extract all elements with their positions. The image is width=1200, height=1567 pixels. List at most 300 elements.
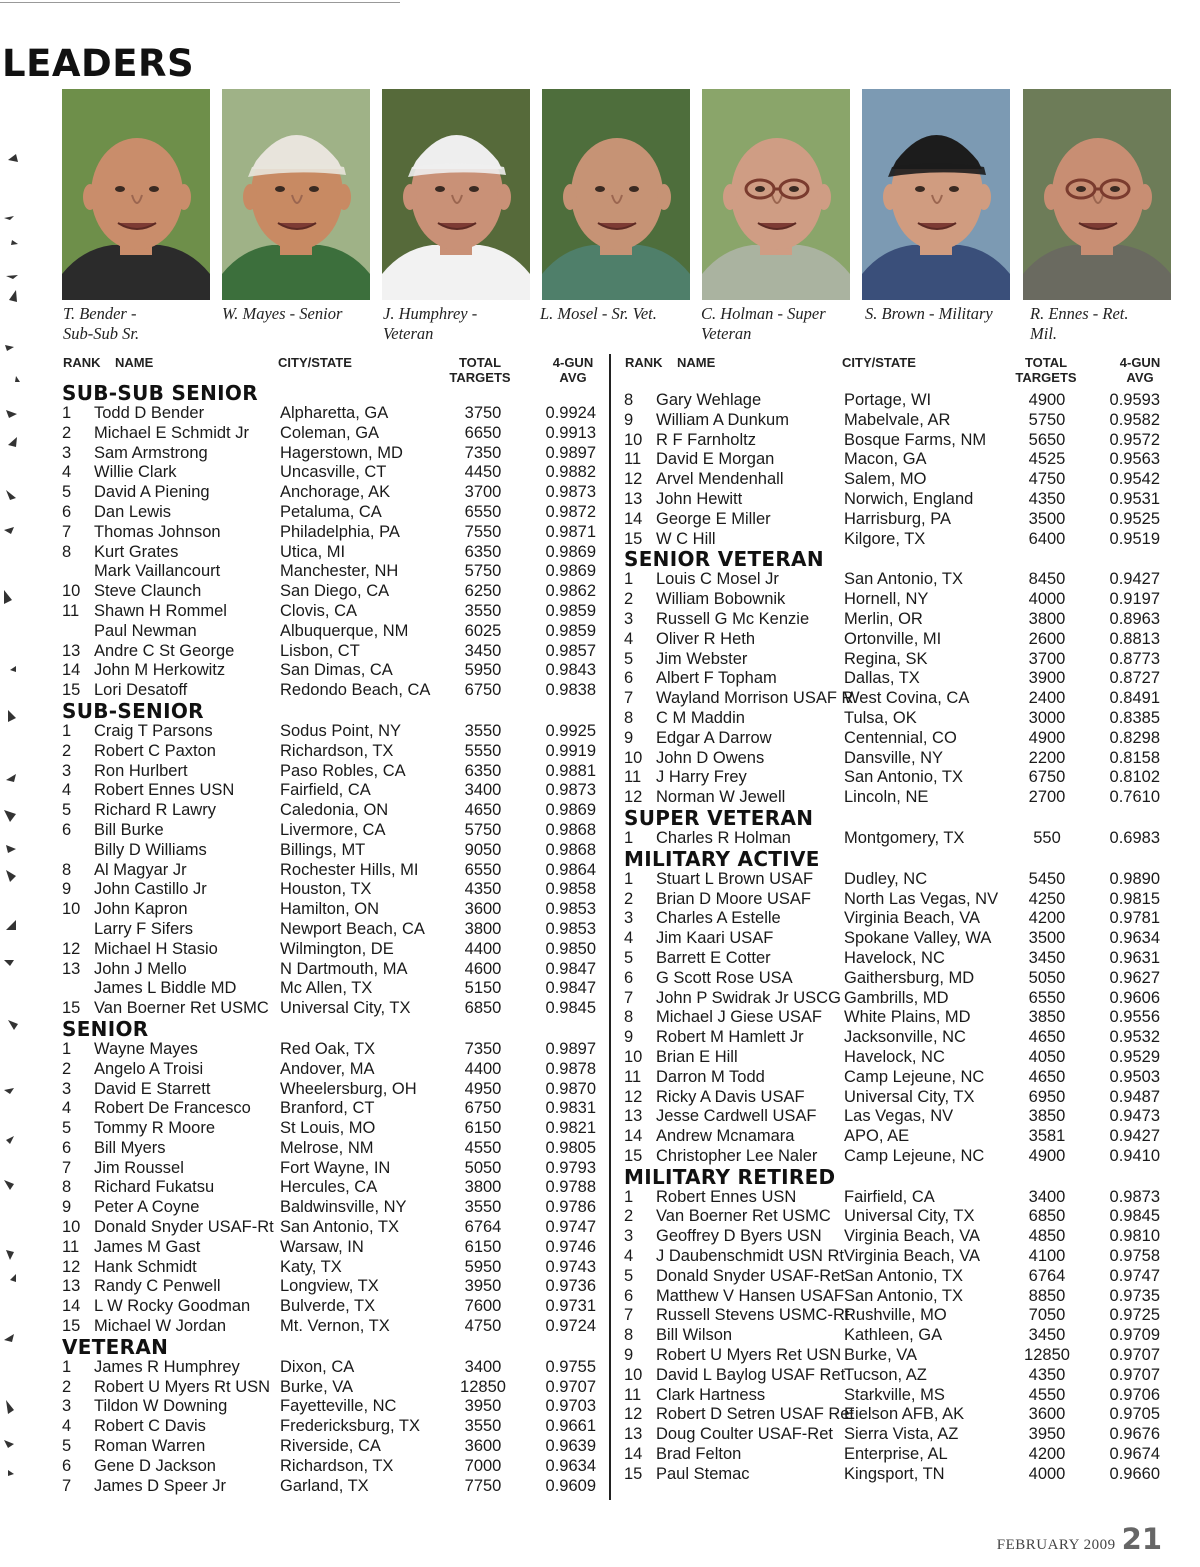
rank-cell: 11 [624, 1385, 642, 1404]
avg-cell: 0.9503 [1109, 1067, 1160, 1086]
targets-cell: 4900 [1028, 1146, 1066, 1165]
targets-cell: 3700 [464, 483, 502, 502]
rank-cell: 15 [62, 1317, 81, 1336]
leader-row [62, 821, 602, 841]
targets-cell: 6750 [464, 1099, 502, 1118]
leader-row [62, 444, 602, 464]
city-cell: Paso Robles, CA [280, 761, 406, 780]
rank-cell: 1 [62, 1357, 72, 1376]
leader-photo [862, 89, 1010, 300]
leader-row [624, 630, 1164, 650]
city-cell: Gaithersburg, MD [844, 968, 975, 987]
leader-row [624, 749, 1164, 769]
targets-cell: 4750 [464, 1317, 502, 1336]
city-cell: Enterprise, AL [844, 1445, 948, 1464]
header-rank-right: RANK [625, 355, 663, 370]
name-cell: John J Mello [94, 959, 187, 978]
name-cell: Arvel Mendenhall [656, 470, 784, 489]
avg-cell: 0.9786 [545, 1198, 596, 1217]
targets-cell: 3450 [1028, 948, 1066, 967]
header-city-left: CITY/STATE [278, 355, 352, 370]
name-cell: Gary Wehlage [656, 391, 762, 409]
city-cell: Wilmington, DE [280, 939, 394, 958]
targets-cell: 3850 [1028, 1008, 1066, 1027]
section-heading [624, 846, 1164, 871]
name-cell: J Daubenschmidt USN Rt [656, 1247, 844, 1266]
name-cell: Todd D Bender [94, 404, 205, 422]
name-cell: Richard Fukatsu [94, 1178, 215, 1197]
city-cell: Riverside, CA [280, 1437, 381, 1456]
photo-caption-line: Sub-Sub Sr. [63, 324, 140, 343]
rank-cell: 9 [62, 880, 72, 899]
footer-month: FEBRUARY 2009 [996, 1537, 1116, 1553]
leader-row [62, 781, 602, 801]
rank-cell: 9 [624, 1346, 634, 1365]
avg-cell: 0.9606 [1109, 988, 1160, 1007]
targets-cell: 6250 [464, 582, 502, 601]
leader-row [624, 1107, 1164, 1127]
rank-cell: 5 [624, 649, 634, 668]
rank-cell: 8 [624, 1326, 634, 1345]
targets-cell: 5550 [464, 741, 502, 760]
rank-cell: 11 [624, 450, 642, 469]
section-heading [624, 805, 1164, 830]
name-cell: Michael E Schmidt Jr [94, 423, 249, 442]
city-cell: Dudley, NC [844, 869, 928, 888]
targets-cell: 6025 [464, 621, 502, 640]
page-number: 21 [1121, 1522, 1162, 1556]
name-cell: Edgar A Darrow [656, 728, 772, 747]
name-cell: Angelo A Troisi [94, 1059, 204, 1078]
section-heading [624, 1164, 1164, 1189]
rank-cell: 12 [624, 1087, 643, 1106]
rank-cell: 12 [624, 788, 643, 807]
leader-row [62, 861, 602, 881]
header-rank-left: RANK [63, 355, 101, 370]
leader-row [62, 940, 602, 960]
targets-cell: 6150 [464, 1119, 502, 1138]
rank-cell: 8 [62, 542, 72, 561]
city-cell: Fredericksburg, TX [280, 1417, 420, 1436]
city-cell: Montgomery, TX [844, 828, 965, 847]
name-cell: Craig T Parsons [94, 721, 213, 740]
name-cell: Richard R Lawry [94, 801, 216, 820]
targets-cell: 3550 [464, 601, 502, 620]
name-cell: Steve Claunch [94, 582, 202, 601]
leader-row [624, 650, 1164, 670]
avg-cell: 0.8727 [1109, 669, 1160, 688]
name-cell: Geoffrey D Byers USN [656, 1227, 822, 1246]
city-cell: Hagerstown, MD [280, 443, 403, 462]
city-cell: Hamilton, ON [280, 900, 380, 919]
rank-cell: 4 [624, 629, 634, 648]
avg-cell: 0.9838 [545, 681, 596, 700]
rank-cell: 10 [624, 1365, 643, 1384]
avg-cell: 0.9563 [1109, 450, 1160, 469]
avg-cell: 0.9857 [545, 641, 596, 660]
targets-cell: 4525 [1028, 450, 1066, 469]
targets-cell: 4950 [464, 1079, 502, 1098]
photo-caption [383, 304, 543, 344]
targets-cell: 6550 [464, 502, 502, 521]
city-cell: Lisbon, CT [280, 641, 360, 660]
name-cell: R F Farnholtz [656, 430, 756, 449]
targets-cell: 7600 [464, 1297, 502, 1316]
rank-cell: 4 [624, 1247, 634, 1266]
rank-cell: 15 [62, 681, 81, 700]
targets-cell: 2600 [1028, 629, 1066, 648]
name-cell: Robert D Setren USAF Ret [656, 1405, 855, 1424]
targets-cell: 5750 [1028, 410, 1066, 429]
targets-cell: 4200 [1028, 1445, 1066, 1464]
rank-cell: 6 [624, 669, 634, 688]
rank-cell: 2 [624, 590, 634, 609]
rank-cell: 13 [62, 641, 81, 660]
avg-cell: 0.9810 [1109, 1227, 1160, 1246]
city-cell: Red Oak, TX [280, 1039, 376, 1058]
name-cell: Brad Felton [656, 1445, 742, 1464]
header-name-right: NAME [677, 355, 716, 370]
leader-row [624, 669, 1164, 689]
city-cell: Merlin, OR [844, 609, 923, 628]
targets-cell: 4250 [1028, 889, 1066, 908]
leader-row [624, 391, 1164, 411]
avg-cell: 0.9631 [1109, 948, 1160, 967]
city-cell: North Las Vegas, NV [844, 889, 999, 908]
city-cell: San Diego, CA [280, 582, 390, 601]
avg-cell: 0.9487 [1109, 1087, 1160, 1106]
leader-row [62, 523, 602, 543]
city-cell: Hercules, CA [280, 1178, 378, 1197]
name-cell: Darron M Todd [656, 1067, 765, 1086]
name-cell: Roman Warren [94, 1437, 206, 1456]
header-total-line2: TARGETS [449, 370, 511, 385]
avg-cell: 0.9858 [545, 880, 596, 899]
leader-row [624, 989, 1164, 1009]
name-cell: John Castillo Jr [94, 880, 207, 899]
avg-cell: 0.9706 [1109, 1385, 1160, 1404]
targets-cell: 3800 [464, 919, 502, 938]
rank-cell: 2 [62, 741, 72, 760]
name-cell: David E Morgan [656, 450, 775, 469]
city-cell: Melrose, NM [280, 1138, 374, 1157]
leader-row [624, 1405, 1164, 1425]
leader-row [62, 880, 602, 900]
avg-cell: 0.9862 [545, 582, 596, 601]
rank-cell: 14 [624, 1127, 643, 1146]
avg-cell: 0.9197 [1109, 590, 1160, 609]
targets-cell: 4600 [464, 959, 502, 978]
avg-cell: 0.9725 [1109, 1306, 1160, 1325]
targets-cell: 4900 [1028, 728, 1066, 747]
leader-row [62, 582, 602, 602]
name-cell: Robert C Paxton [94, 741, 216, 760]
avg-cell: 0.9821 [545, 1119, 596, 1138]
rank-cell: 3 [624, 909, 634, 928]
city-cell: Baldwinsville, NY [280, 1198, 407, 1217]
header-total-left [448, 355, 512, 385]
section-heading [62, 698, 602, 723]
targets-cell: 3581 [1028, 1127, 1066, 1146]
avg-cell: 0.9871 [545, 522, 596, 541]
name-cell: Robert De Francesco [94, 1099, 251, 1118]
avg-cell: 0.8773 [1109, 649, 1160, 668]
city-cell: Las Vegas, NV [844, 1107, 954, 1126]
avg-cell: 0.9859 [545, 601, 596, 620]
leader-row [624, 1008, 1164, 1028]
avg-cell: 0.9815 [1109, 889, 1160, 908]
leader-row [62, 1417, 602, 1437]
section-title: SUPER VETERAN [624, 805, 814, 830]
targets-cell: 5950 [464, 661, 502, 680]
photo-caption-line: J. Humphrey - [383, 304, 478, 323]
rank-cell: 2 [62, 423, 72, 442]
rank-cell: 5 [62, 1119, 72, 1138]
avg-cell: 0.7610 [1109, 788, 1160, 807]
rank-cell: 13 [624, 489, 643, 508]
header-avg-line2: AVG [559, 370, 587, 385]
name-cell: Stuart L Brown USAF [656, 869, 814, 888]
avg-cell: 0.9705 [1109, 1405, 1160, 1424]
name-cell: James M Gast [94, 1237, 201, 1256]
city-cell: Sodus Point, NY [280, 721, 402, 740]
targets-cell: 3400 [1028, 1187, 1066, 1206]
name-cell: Gene D Jackson [94, 1456, 216, 1475]
city-cell: Kilgore, TX [844, 529, 926, 548]
avg-cell: 0.9743 [545, 1257, 596, 1276]
name-cell: Andrew Mcnamara [656, 1127, 795, 1146]
targets-cell: 3550 [464, 721, 502, 740]
avg-cell: 0.9707 [1109, 1346, 1160, 1365]
leader-row [624, 431, 1164, 451]
targets-cell: 4650 [1028, 1028, 1066, 1047]
avg-cell: 0.9881 [545, 761, 596, 780]
leader-row [62, 424, 602, 444]
name-cell: Michael J Giese USAF [656, 1008, 822, 1027]
rank-cell: 1 [624, 1187, 634, 1206]
leader-row [62, 483, 602, 503]
rank-cell: 5 [62, 801, 72, 820]
name-cell: James R Humphrey [94, 1357, 240, 1376]
avg-cell: 0.9845 [1109, 1207, 1160, 1226]
name-cell: William A Dunkum [656, 410, 789, 429]
targets-cell: 4200 [1028, 909, 1066, 928]
avg-cell: 0.8491 [1109, 689, 1160, 708]
name-cell: Al Magyar Jr [94, 860, 187, 879]
header-avg-line1: 4-GUN [1119, 355, 1161, 370]
avg-cell: 0.9853 [545, 900, 596, 919]
top-rule [0, 2, 400, 3]
rank-cell: 5 [624, 1266, 634, 1285]
header-avg-right [1112, 355, 1168, 385]
leader-row [624, 1267, 1164, 1287]
leader-row [624, 929, 1164, 949]
avg-cell: 0.8385 [1109, 708, 1160, 727]
rank-cell: 10 [624, 430, 643, 449]
avg-cell: 0.9529 [1109, 1047, 1160, 1066]
section-title: SUB-SENIOR [62, 698, 204, 723]
city-cell: Clovis, CA [280, 601, 358, 620]
rank-cell: 8 [624, 391, 634, 409]
leader-row [624, 1366, 1164, 1386]
rank-cell: 15 [624, 1146, 643, 1165]
targets-cell: 9050 [464, 840, 502, 859]
city-cell: Warsaw, IN [280, 1237, 364, 1256]
photo-caption [540, 304, 700, 324]
targets-cell: 7350 [464, 443, 502, 462]
rank-cell: 1 [624, 570, 634, 589]
name-cell: Donald Snyder USAF-Ret [656, 1266, 845, 1285]
name-cell: John Hewitt [656, 489, 743, 508]
avg-cell: 0.9793 [545, 1158, 596, 1177]
name-cell: Doug Coulter USAF-Ret [656, 1425, 833, 1444]
avg-cell: 0.9634 [545, 1456, 596, 1475]
city-cell: Harrisburg, PA [844, 509, 951, 528]
city-cell: Wheelersburg, OH [280, 1079, 417, 1098]
rank-cell: 13 [624, 1425, 643, 1444]
avg-cell: 0.9758 [1109, 1247, 1160, 1266]
targets-cell: 3000 [1028, 708, 1066, 727]
city-cell: Utica, MI [280, 542, 346, 561]
targets-cell: 4400 [464, 1059, 502, 1078]
city-cell: Havelock, NC [844, 1047, 945, 1066]
leader-row [624, 890, 1164, 910]
rank-cell: 6 [62, 1456, 72, 1475]
city-cell: Salem, MO [844, 470, 927, 489]
avg-cell: 0.9661 [545, 1417, 596, 1436]
city-cell: St Louis, MO [280, 1119, 376, 1138]
leader-row [62, 1119, 602, 1139]
city-cell: Coleman, GA [280, 423, 380, 442]
targets-cell: 5050 [1028, 968, 1066, 987]
avg-cell: 0.9731 [545, 1297, 596, 1316]
rank-cell: 7 [62, 1476, 72, 1495]
leader-row [624, 1346, 1164, 1366]
city-cell: West Covina, CA [844, 689, 970, 708]
city-cell: Portage, WI [844, 391, 932, 409]
leader-row [624, 610, 1164, 630]
targets-cell: 3450 [464, 641, 502, 660]
targets-cell: 3500 [1028, 509, 1066, 528]
leader-row [624, 949, 1164, 969]
photo-caption-line: L. Mosel - Sr. Vet. [540, 304, 657, 323]
name-cell: Brian D Moore USAF [656, 889, 811, 908]
name-cell: Robert U Myers Rt USN [94, 1377, 271, 1396]
avg-cell: 0.9736 [545, 1277, 596, 1296]
targets-cell: 4650 [464, 801, 502, 820]
city-cell: Newport Beach, CA [280, 919, 425, 938]
leader-photo [222, 89, 370, 300]
leader-row [62, 1457, 602, 1477]
rank-cell: 7 [624, 988, 634, 1007]
name-cell: Robert M Hamlett Jr [656, 1028, 804, 1047]
city-cell: Kathleen, GA [844, 1326, 943, 1345]
city-cell: Bulverde, TX [280, 1297, 376, 1316]
name-cell: Robert U Myers Ret USN [656, 1346, 842, 1365]
city-cell: San Antonio, TX [844, 570, 963, 589]
leader-photo [382, 89, 530, 300]
targets-cell: 5950 [464, 1257, 502, 1276]
city-cell: San Antonio, TX [844, 1266, 963, 1285]
name-cell: Oliver R Heth [656, 629, 756, 648]
avg-cell: 0.9755 [545, 1357, 596, 1376]
targets-cell: 4650 [1028, 1067, 1066, 1086]
avg-cell: 0.9660 [1109, 1464, 1160, 1483]
targets-cell: 550 [1033, 828, 1061, 847]
name-cell: Michael W Jordan [94, 1317, 227, 1336]
rank-cell: 2 [624, 889, 634, 908]
name-cell: Billy D Williams [94, 840, 207, 859]
rank-cell: 13 [624, 1107, 643, 1126]
city-cell: San Antonio, TX [844, 768, 963, 787]
avg-cell: 0.9805 [545, 1138, 596, 1157]
name-cell: Van Boerner Ret USMC [94, 999, 269, 1018]
avg-cell: 0.9582 [1109, 410, 1160, 429]
avg-cell: 0.9542 [1109, 470, 1160, 489]
avg-cell: 0.9572 [1109, 430, 1160, 449]
name-cell: Thomas Johnson [94, 522, 221, 541]
avg-cell: 0.9870 [545, 1079, 596, 1098]
avg-cell: 0.9843 [545, 661, 596, 680]
avg-cell: 0.8102 [1109, 768, 1160, 787]
section-heading [62, 1334, 602, 1359]
avg-cell: 0.9532 [1109, 1028, 1160, 1047]
avg-cell: 0.9634 [1109, 929, 1160, 948]
header-avg-line1: 4-GUN [552, 355, 594, 370]
name-cell: Paul Stemac [656, 1464, 750, 1483]
leader-row [624, 1247, 1164, 1267]
avg-cell: 0.8813 [1109, 629, 1160, 648]
leader-row [62, 1040, 602, 1060]
name-cell: David A Piening [94, 483, 210, 502]
name-cell: James L Biddle MD [94, 979, 237, 998]
leader-row [624, 1386, 1164, 1406]
rank-cell: 12 [62, 1257, 81, 1276]
targets-cell: 6850 [1028, 1207, 1066, 1226]
leader-row [624, 909, 1164, 929]
name-cell: John M Herkowitz [94, 661, 226, 680]
rank-cell: 2 [62, 1059, 72, 1078]
city-cell: Virginia Beach, VA [844, 909, 981, 928]
photo-caption [701, 304, 861, 344]
city-cell: Camp Lejeune, NC [844, 1146, 985, 1165]
name-cell: Jim Roussel [94, 1158, 184, 1177]
name-cell: Kurt Grates [94, 542, 179, 561]
leader-row [624, 510, 1164, 530]
leader-row [62, 1297, 602, 1317]
targets-cell: 4400 [464, 939, 502, 958]
photo-caption-line: R. Ennes - Ret. [1030, 304, 1129, 323]
city-cell: Dallas, TX [844, 669, 920, 688]
rank-cell: 1 [62, 404, 72, 422]
avg-cell: 0.9427 [1109, 570, 1160, 589]
name-cell: Paul Newman [94, 621, 197, 640]
leader-row [624, 1127, 1164, 1147]
avg-cell: 0.9869 [545, 801, 596, 820]
city-cell: Branford, CT [280, 1099, 375, 1118]
name-cell: Mark Vaillancourt [94, 562, 221, 581]
name-cell: Clark Hartness [656, 1385, 766, 1404]
city-cell: Fort Wayne, IN [280, 1158, 391, 1177]
city-cell: Fairfield, CA [280, 781, 371, 800]
rank-cell: 6 [62, 820, 72, 839]
rank-cell: 10 [62, 900, 81, 919]
rank-cell: 5 [624, 948, 634, 967]
name-cell: Tildon W Downing [94, 1397, 228, 1416]
rank-cell: 6 [624, 1286, 634, 1305]
header-avg-left [545, 355, 601, 385]
section-title: MILITARY ACTIVE [624, 846, 820, 871]
